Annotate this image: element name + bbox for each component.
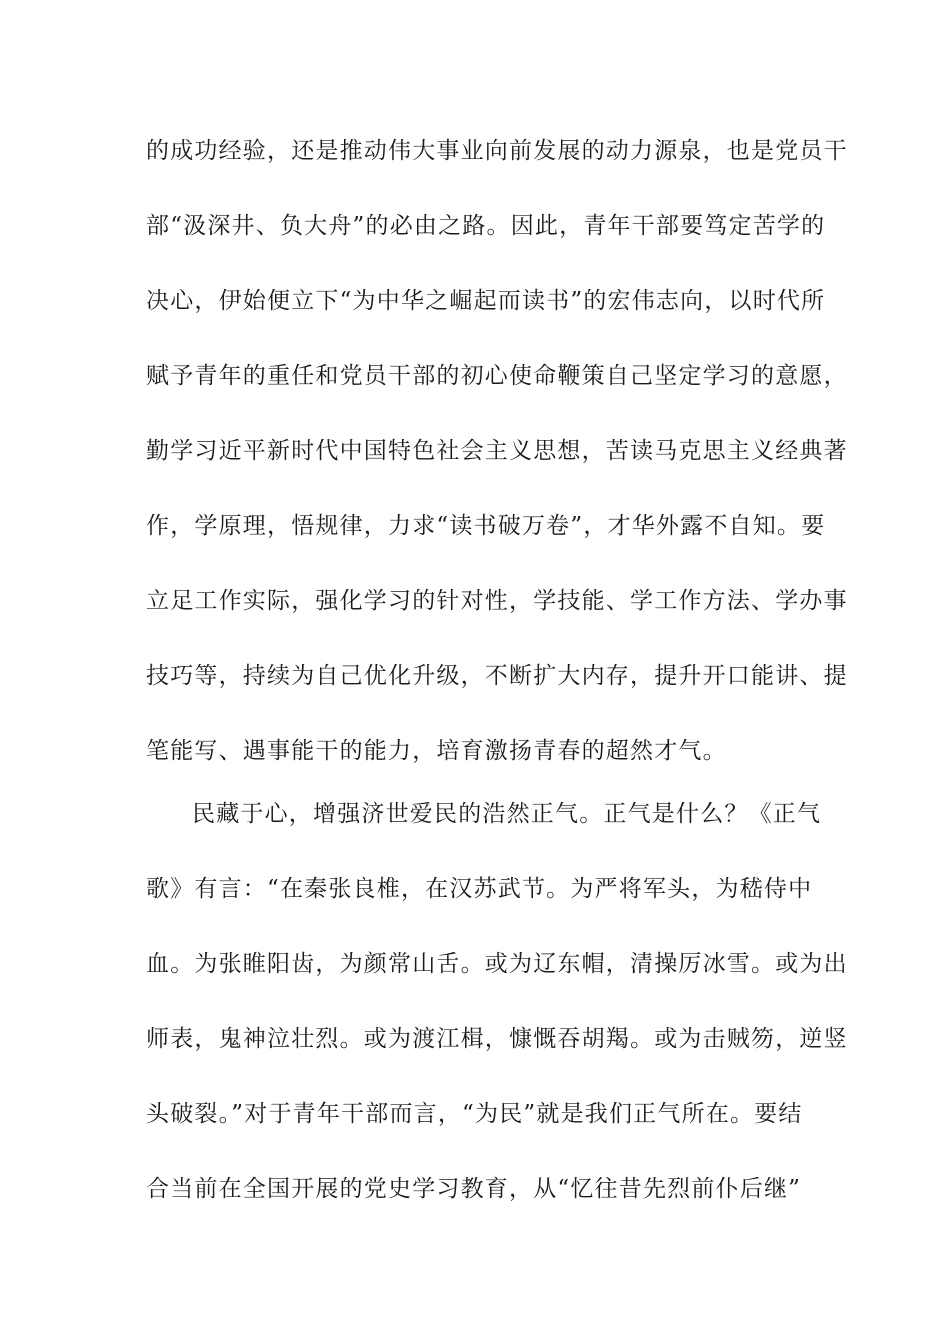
text-line: 决心，伊始便立下“为中华之崛起而读书”的宏伟志向，以时代所	[146, 288, 826, 314]
text-line: 合当前在全国开展的党史学习教育，从“忆往昔先烈前仆后继”	[146, 1176, 802, 1202]
text-line: 头破裂。”对于青年干部而言，“为民”就是我们正气所在。要结	[146, 1101, 803, 1127]
text-line: 技巧等，持续为自己优化升级，不断扩大内存，提升开口能讲、提	[146, 663, 848, 689]
paragraph-first-line: 民藏于心，增强济世爱民的浩然正气。正气是什么？《正气	[192, 801, 822, 827]
text-line: 立足工作实际，强化学习的针对性，学技能、学工作方法、学办事	[146, 588, 848, 614]
text-line: 作，学原理，悟规律，力求“读书破万卷”，才华外露不自知。要	[146, 513, 826, 539]
text-line: 的成功经验，还是推动伟大事业向前发展的动力源泉，也是党员干	[146, 138, 848, 164]
text-line: 勤学习近平新时代中国特色社会主义思想，苦读马克思主义经典著	[146, 438, 848, 464]
text-line: 赋予青年的重任和党员干部的初心使命鞭策自己坚定学习的意愿，	[146, 363, 848, 389]
text-line: 师表，鬼神泣壮烈。或为渡江楫，慷慨吞胡羯。或为击贼笏，逆竖	[146, 1026, 848, 1052]
text-line: 部“汲深井、负大舟”的必由之路。因此，青年干部要笃定苦学的	[146, 213, 826, 239]
text-line: 血。为张睢阳齿，为颜常山舌。或为辽东帽，清操厉冰雪。或为出	[146, 951, 848, 977]
text-line: 歌》有言：“在秦张良椎，在汉苏武节。为严将军头，为嵇侍中	[146, 876, 813, 902]
text-line: 笔能写、遇事能干的能力，培育激扬青春的超然才气。	[146, 738, 727, 764]
